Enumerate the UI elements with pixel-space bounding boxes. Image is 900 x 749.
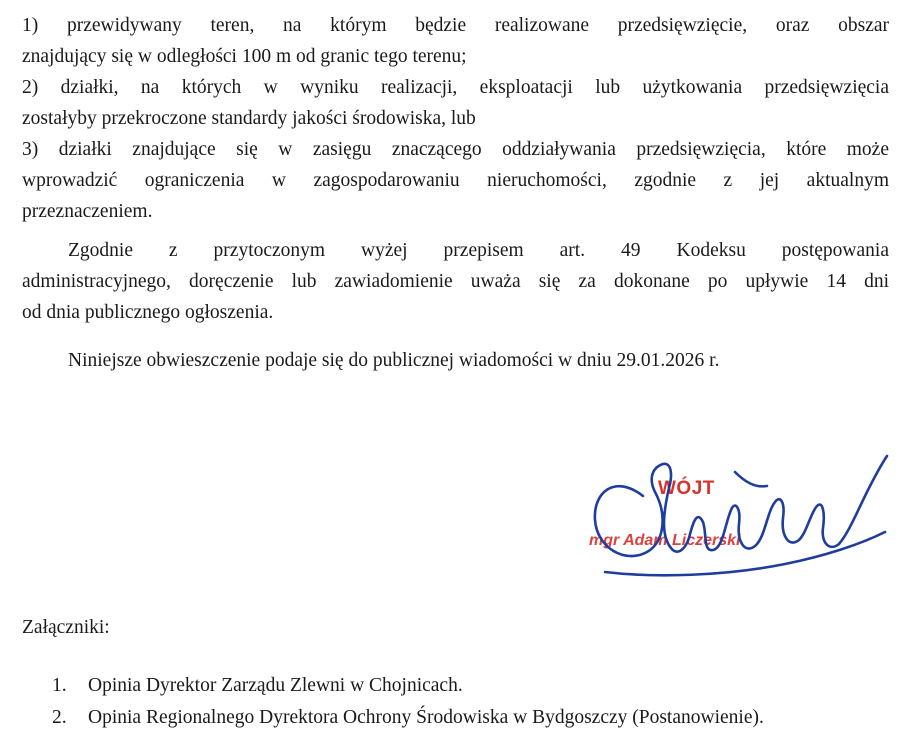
attachment-number: 1. <box>52 675 67 696</box>
attachment-item-1 <box>52 670 764 702</box>
attachments-list <box>52 670 764 734</box>
stamp-name: mgr Adam Liczerski <box>589 532 741 549</box>
attachment-item-2 <box>52 702 764 734</box>
list-item-2 <box>22 72 889 134</box>
paragraph-delivery-line-2: administracyjnego, doręczenie lub zawiadomienie uważa się za dokonane po upływie 14 dni <box>22 271 889 292</box>
list-item-3-line-1: 3) działki znajdujące się w zasięgu znaczącego oddziaływania przedsięwzięcia, które może <box>22 139 889 160</box>
attachment-text: Opinia Dyrektor Zarządu Zlewni w Chojnicach. <box>88 675 463 696</box>
attachments-heading: Załączniki: <box>22 617 110 638</box>
paragraph-notice-text: Niniejsze obwieszczenie podaje się do publicznej wiadomości w dniu 29.01.2026 r. <box>68 350 720 371</box>
paragraph-delivery-line-3: od dnia publicznego ogłoszenia. <box>22 302 274 323</box>
list-item-3-line-2: wprowadzić ograniczenia w zagospodarowaniu nieruchomości, zgodnie z jej aktualnym <box>22 170 889 191</box>
attachment-number: 2. <box>52 707 67 728</box>
attachment-text: Opinia Regionalnego Dyrektora Ochrony Środowiska w Bydgoszczy (Postanowienie). <box>88 707 764 728</box>
paragraph-delivery <box>22 235 889 328</box>
signature-stamp <box>585 452 890 602</box>
paragraph-notice <box>68 345 888 376</box>
handwritten-signature <box>585 452 890 602</box>
list-item-2-line-2: zostałyby przekroczone standardy jakości środowiska, lub <box>22 108 476 129</box>
list-item-1 <box>22 10 889 72</box>
stamp-title: WÓJT <box>658 478 715 499</box>
list-item-1-line-2: znajdujący się w odległości 100 m od granic tego terenu; <box>22 46 467 67</box>
list-item-3 <box>22 134 889 227</box>
list-item-2-line-1: 2) działki, na których w wyniku realizacji, eksploatacji lub użytkowania przedsięwzięcia <box>22 77 889 98</box>
list-item-3-line-3: przeznaczeniem. <box>22 201 153 222</box>
list-item-1-line-1: 1) przewidywany teren, na którym będzie realizowane przedsięwzięcie, oraz obszar <box>22 15 889 36</box>
paragraph-delivery-line-1: Zgodnie z przytoczonym wyżej przepisem art. 49 Kodeksu postępowania <box>68 240 889 261</box>
